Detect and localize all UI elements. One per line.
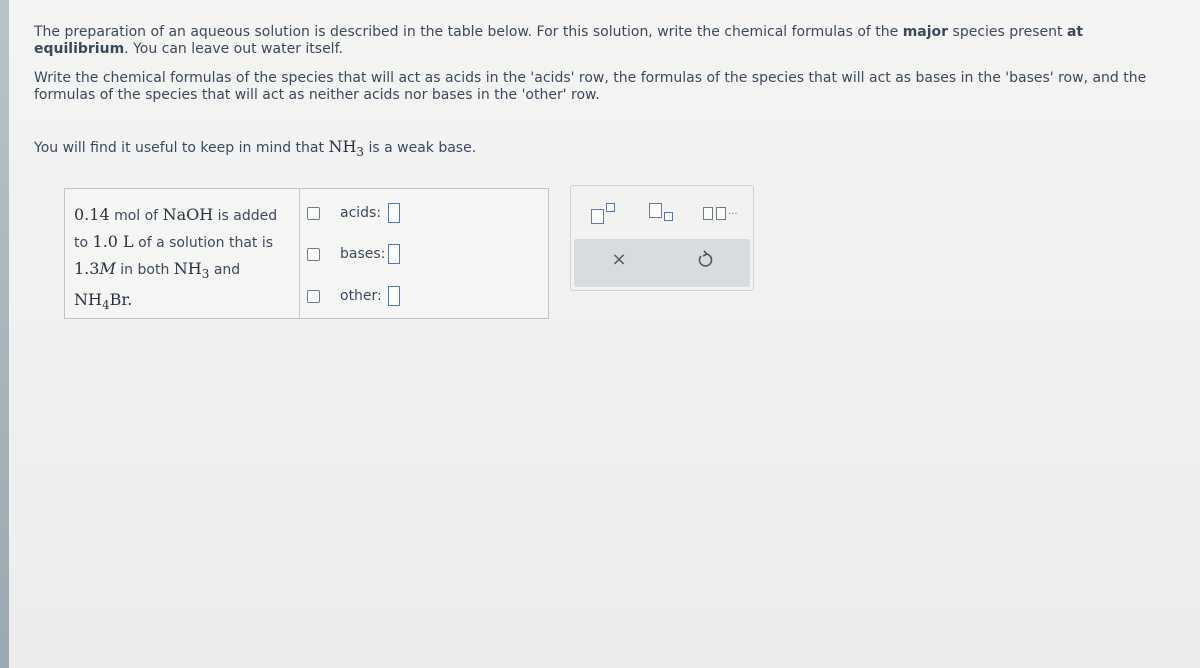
instruction-text: . You can leave out water itself. [124,41,343,57]
acids-row [307,202,400,224]
problem-table [64,188,549,319]
nh3-formula [328,137,365,160]
superscript-icon[interactable] [591,201,617,227]
description-text: of a solution that is [138,235,274,251]
nh4br-formula [74,290,133,313]
formula-text: NH [328,137,357,156]
amount-value: 0.14 [74,205,110,224]
list-dots: ... [728,206,738,217]
concentration-value: 1.3 [74,259,100,278]
instruction-text: species present [948,24,1067,40]
description-text: and [213,262,241,278]
undo-icon [695,250,715,270]
molar-unit: M [99,259,116,278]
description-text: in both [120,262,170,278]
bases-checkbox[interactable] [307,248,320,261]
formula-subscript: 3 [356,145,365,160]
comma-list-icon[interactable] [703,201,743,227]
window-edge [0,0,9,668]
undo-button[interactable] [695,250,715,270]
unit-text: mol of [114,208,159,224]
bases-answer-field[interactable] [388,244,400,264]
bases-row [307,243,400,265]
formula-text: NH [173,259,202,278]
clear-button[interactable] [609,250,629,270]
close-icon: × [611,249,627,270]
instruction-paragraph-2: Write the chemical formulas of the species that will act as acids in the 'acids' row, the formulas of the species that will act as bases in the 'bases' row, and the formulas of the species that will act as neither acids nor bases in the 'other' row. [34,70,1147,103]
acids-label: acids: [340,205,382,221]
instruction-paragraph-1 [34,24,1144,58]
description-text: is added [217,208,278,224]
description-text: to [74,235,89,251]
instruction-text: is a weak base. [364,140,477,156]
compound-formula: NaOH [162,205,214,224]
subscript-icon[interactable] [649,201,675,227]
formula-text: NH [74,290,102,310]
instruction-bold-major: major [902,24,949,40]
instruction-bold-equilibrium: at equilibrium [34,24,1084,57]
other-answer-field[interactable] [388,286,400,306]
formula-subscript: 3 [201,267,210,282]
other-label: other: [340,288,382,304]
acids-checkbox[interactable] [307,207,320,220]
other-checkbox[interactable] [307,290,320,303]
problem-description [74,202,296,318]
formula-toolbar [570,185,754,291]
instruction-text: The preparation of an aqueous solution is described in the table below. For this solution, write the chemical formulas of the [34,24,903,40]
instruction-text: You will find it useful to keep in mind that [34,140,329,156]
formula-subscript: 4 [101,298,110,313]
other-row [307,285,400,307]
nh3-formula [173,259,210,282]
volume-value: 1.0 L [92,232,134,251]
acids-answer-field[interactable] [388,203,400,223]
table-divider [299,189,300,318]
formula-text: Br. [109,290,133,310]
toolbar-action-bar [574,239,750,287]
instruction-paragraph-3 [34,138,476,161]
bases-label: bases: [340,246,386,262]
